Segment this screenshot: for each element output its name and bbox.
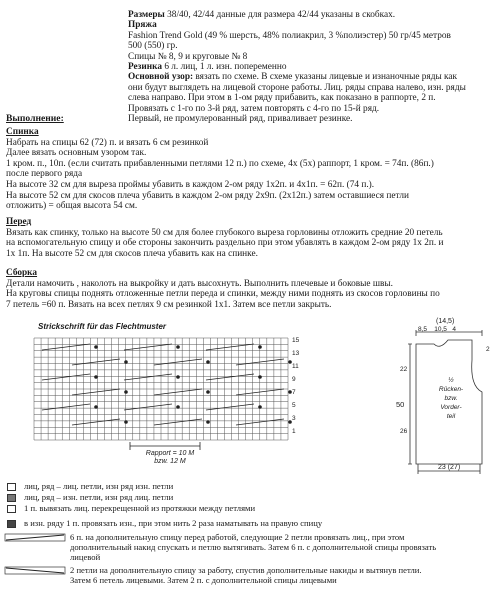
pattern-line: они будут выглядеть на лицевой стороне работы. Лиц. ряды справа налево, изн. ряды [128, 82, 466, 93]
cable-back-icon [4, 565, 66, 581]
legend-item: 1 п. вывязать лиц. перекрещенной из протяжки между петлями [24, 503, 256, 513]
purl-symbol-icon [7, 494, 16, 502]
legend-item: лиц, ряд – изн. петли, изн ряд лиц. петли [24, 492, 174, 502]
schematic-label-line: teil [446, 413, 456, 420]
twisted-increase-icon [7, 505, 16, 513]
assembly-section [6, 268, 496, 310]
assembly-line: 7 петель =60 п. Вязать на всех петлях 9 см резинкой 1х1. Затем все петли закрыть. [6, 299, 332, 310]
back-line: после первого ряда [6, 169, 83, 180]
legend-item: 2 петли на дополнительную спицу за работу, спустив дополнительные накиды и вытянув петли. [70, 565, 422, 575]
schematic-height-lower: 26 [400, 428, 408, 435]
pattern-text: вязать по схеме. В схеме указаны лицевые и изнаночные ряды как [193, 72, 458, 83]
execution-label: Выполнение: [6, 113, 64, 124]
execution-text: Первый, не промулерованный ряд, приваливает резинке. [128, 114, 353, 125]
schematic-top-parts: 8,5 10,5 4 [418, 326, 456, 333]
chart-title: Strickschrift für das Flechtmuster [38, 322, 167, 331]
rapport-text: Rapport = 10 M [145, 450, 195, 457]
back-line: На высоте 32 см для выреза проймы убавить в каждом 2-ом ряду 1х2п. и 4х1п. = 62п. (74 п.). [6, 179, 375, 190]
front-line: 1х 1п. На высоте 52 см для скосов плеча убавить как на спинке. [6, 248, 258, 259]
front-title: Перед [6, 217, 32, 227]
pattern-line: слева направо. При этом в 1-ом ряду прибавить, как показано в раппорте, 2 п. [128, 93, 436, 104]
back-section [6, 127, 496, 212]
yarn-line: 500 (550) гр. [128, 41, 178, 52]
front-line: на вспомогательную спицу и обе стороны закончить раздельно при этом убавлять в каждом 2-ом ряду 1х 2п. и [6, 238, 444, 249]
legend-item: лиц, ряд – лиц. петли, изн ряд изн. петли [24, 481, 174, 491]
schematic-top-total: (14,5) [436, 318, 455, 325]
size-label: Размеры [128, 10, 165, 20]
assembly-title: Сборка [6, 268, 38, 278]
row-number: 13 [292, 350, 300, 357]
legend-item: в изн. ряду 1 п. провязать изн., при этом нить 2 раза наматывать на правую спицу [24, 518, 323, 528]
cable-front-icon [4, 532, 66, 548]
rapport-bracket [130, 442, 200, 450]
assembly-line: На круговы спицы поднять отложенные петли переда и спинки, между ними поднять из скосов горловины по [6, 289, 440, 300]
row-number: 11 [292, 363, 299, 370]
chart-row-numbers [292, 334, 306, 438]
yarn-label: Пряжа [128, 20, 157, 31]
back-line: Далее вязать основным узором так. [6, 148, 147, 159]
size-text: 38/40, 42/44 данные для размера 42/44 указаны в скобках. [164, 10, 396, 20]
back-title: Спинка [6, 127, 39, 137]
front-line: Вязать как спинку, только на высоте 50 см для более глубокого выреза горловины отложить средние 20 петель [6, 227, 443, 238]
schematic-piece-label [428, 376, 474, 421]
knitting-chart [30, 320, 310, 480]
schematic-label-line: Rücken- [438, 386, 464, 393]
symbol-legend [0, 480, 499, 604]
row-number: 5 [292, 402, 296, 409]
row-number: 9 [292, 376, 296, 383]
legend-item: дополнительный накид спускать и петлю вытягивать. Затем 6 п. с дополнительной спицы провязать [70, 542, 437, 552]
schematic-height-total: 50 [396, 400, 405, 409]
schematic-height-upper: 22 [400, 366, 408, 373]
schematic-label-line: ½ [448, 377, 454, 384]
pattern-label: Основной узор: [128, 72, 194, 83]
size-line [128, 10, 493, 20]
row-number: 3 [292, 415, 296, 422]
schematic-label-line: bzw. [444, 395, 458, 402]
rib-label: Резинка [128, 62, 162, 73]
header-block [128, 10, 493, 124]
row-number: 7 [292, 389, 296, 396]
schematic-label-line: Vorder- [440, 404, 462, 411]
legend-item: лицевой [70, 552, 101, 562]
pattern-line [128, 72, 493, 82]
back-line: Набрать на спицы 62 (72) п. и вязать 6 см резинкой [6, 137, 209, 148]
rapport-label [140, 450, 200, 466]
legend-item: Затем 6 петель лицевыми. Затем 2 п. с дополнительной спицы лицевыми [70, 575, 337, 585]
wrapped-stitch-icon [7, 520, 16, 528]
rib-text: 6 л. лиц, 1 л. изн. попеременно [162, 62, 287, 73]
back-line: На высоте 52 см для скосов плеча убавить в каждом 2-ом ряду 2х9п. (2х12п.) затем оставшиеся петли [6, 190, 409, 201]
yarn-line: Fashion Trend Gold (49 % шерсть, 48% полиакрил, 3 %полиэстер) 50 гр/45 метров [128, 30, 451, 41]
knit-symbol-icon [7, 483, 16, 491]
pattern-line: Провязать с 1-го по 3-й ряд, затем повторять с 4-го по 15-й ряд. [128, 103, 380, 114]
garment-schematic [388, 316, 496, 476]
needles-line: Спицы № 8, 9 и круговые № 8 [128, 51, 248, 62]
schematic-right-top: 2 [486, 346, 490, 353]
back-line: отложить) = общая высота 54 см. [6, 201, 138, 212]
rapport-subtext: bzw. 12 M [154, 458, 186, 465]
front-section [6, 217, 496, 259]
back-line: 1 кром. п., 10п. (если считать прибавленными петлями 12 п.) по схеме, 4х (5х) раппорт, 1 кром. = 74п. (86п.) [6, 158, 434, 169]
assembly-line: Детали намочить , наколоть на выкройку и дать высохнуть. Выполнить плечевые и боковые швы. [6, 278, 393, 289]
row-number: 15 [292, 337, 300, 344]
rib-line [128, 62, 493, 72]
schematic-bottom: 23 (27) [438, 464, 461, 471]
row-number: 1 [292, 428, 296, 435]
legend-item: 6 п. на дополнительную спицу перед работой, следующие 2 петли провязать лиц., при этом [70, 532, 405, 542]
